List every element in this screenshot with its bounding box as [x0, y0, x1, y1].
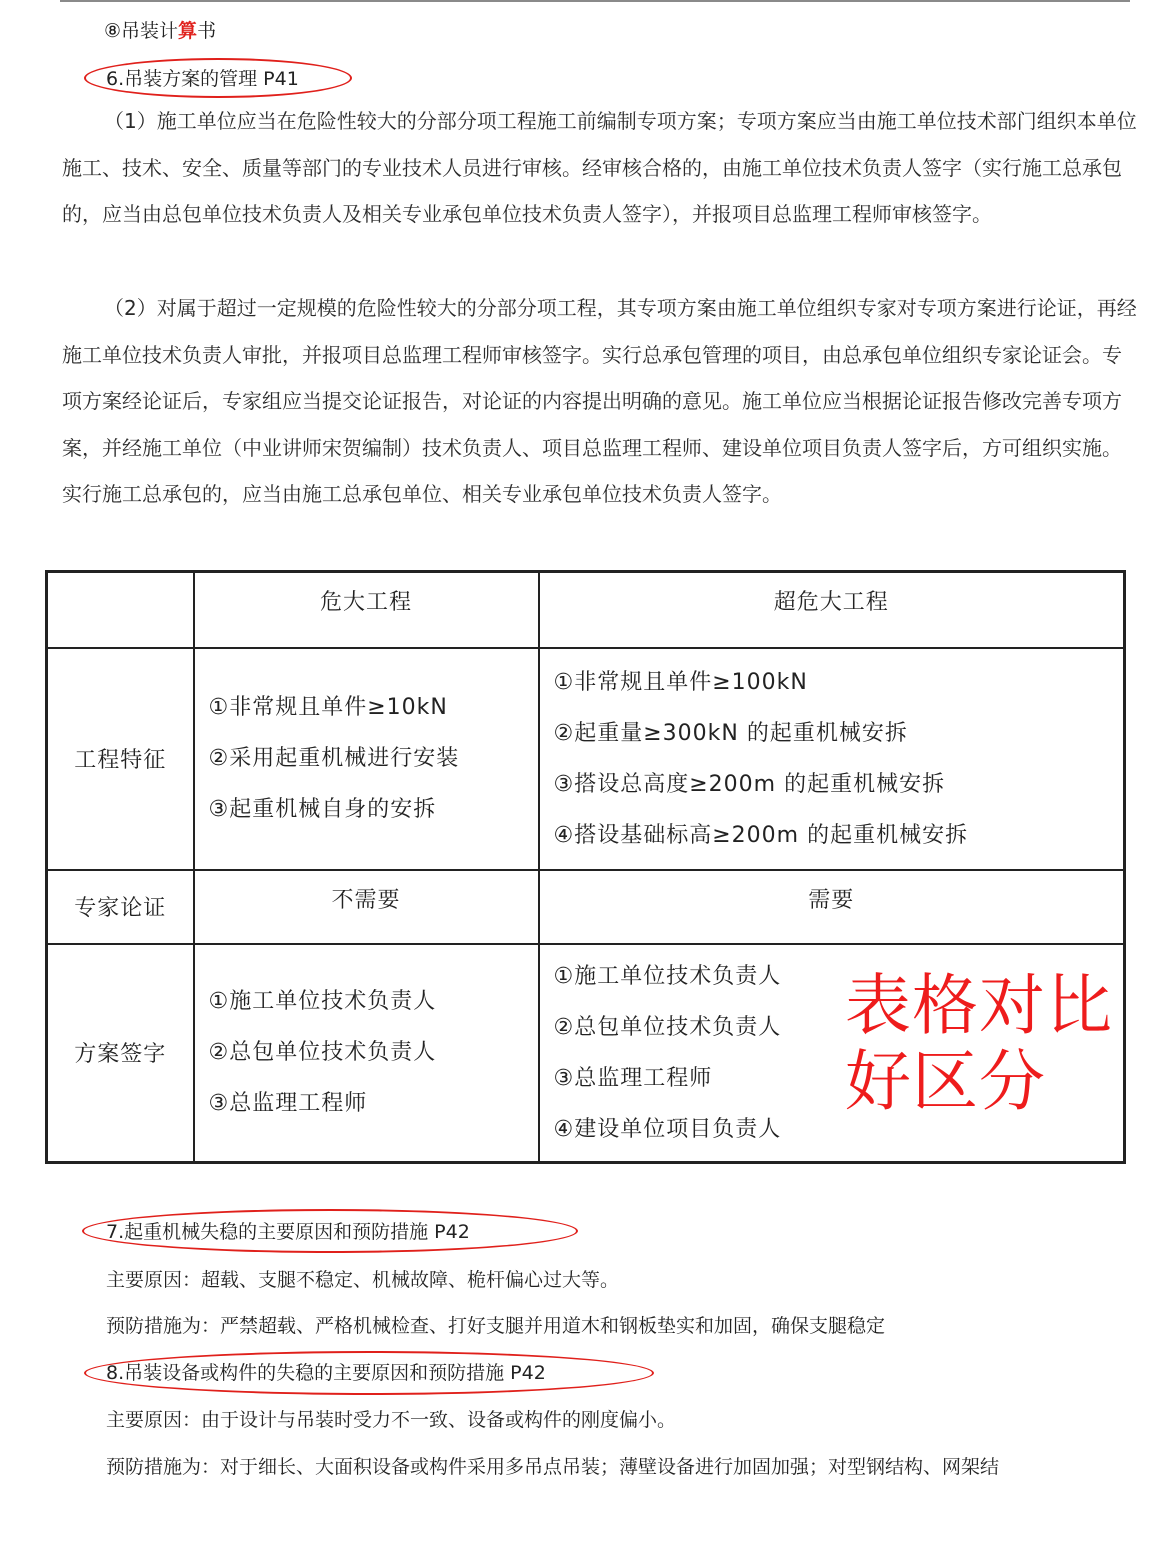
list-item: ③搭设总高度≥200m 的起重机械安拆 [553, 771, 946, 797]
signatures-dangerous-cell [194, 944, 539, 1163]
list-item: ③总监理工程师 [208, 1091, 368, 1117]
section-6-heading: 6.吊装方案的管理 P41 [106, 68, 299, 90]
list-item: ④搭设基础标高≥200m 的起重机械安拆 [553, 822, 969, 848]
col-header-super-dangerous: 超危大工程 [539, 572, 1125, 648]
features-dangerous-cell [194, 648, 539, 870]
table-header-row [47, 572, 1125, 648]
table-row-features [47, 648, 1125, 870]
list-item: ①非常规且单件≥10kN [208, 695, 448, 720]
top-divider [60, 0, 1130, 2]
expert-review-super-dangerous: 需要 [539, 870, 1125, 944]
annotation-line-2: 好区分 [845, 1043, 1046, 1120]
section-6-paragraph-1: （1）施工单位应当在危险性较大的分部分项工程施工前编制专项方案；专项方案应当由施工单位技术部门组织本单位施工、技术、安全、质量等部门的专业技术人员进行审核。经审核合格的，由施工单位技术负责人签字（实行施工总承包的，应当由总包单位技术负责人及相关专业承包单位技术负责人签字），并报项目总监理工程师审核签字。 [62, 109, 1137, 226]
list-item: ④建设单位项目负责人 [553, 1116, 782, 1142]
row-label-signatures: 方案签字 [47, 944, 194, 1163]
section-7-prevention: 预防措施为：严禁超载、严格机械检查、打好支腿并用道木和钢板垫实和加固，确保支腿稳定 [106, 1315, 886, 1337]
row-label-expert-review: 专家论证 [47, 870, 194, 944]
list-item: ②总包单位技术负责人 [553, 1014, 782, 1040]
section-8-prevention: 预防措施为：对于细长、大面积设备或构件采用多吊点吊装；薄壁设备进行加固加强；对型钢结构、网架结 [106, 1456, 1000, 1478]
section-8-heading: 8.吊装设备或构件的失稳的主要原因和预防措施 P42 [106, 1362, 546, 1384]
item-8-line [104, 16, 216, 43]
section-7-cause: 主要原因：超载、支腿不稳定、机械故障、桅杆偏心过大等。 [106, 1269, 620, 1291]
features-super-dangerous-cell [539, 648, 1125, 870]
list-item: ①非常规且单件≥100kN [553, 669, 808, 695]
list-item: ②采用起重机械进行安装 [208, 746, 460, 771]
item-8-prefix: ⑧吊装计 [104, 20, 179, 42]
list-item: ②起重量≥300kN 的起重机械安拆 [553, 720, 908, 746]
table-row-expert-review [47, 870, 1125, 944]
item-8-highlight: 算 [178, 20, 198, 42]
list-item: ②总包单位技术负责人 [208, 1040, 437, 1066]
table-corner-cell [47, 572, 194, 648]
section-6-paragraph-2: （2）对属于超过一定规模的危险性较大的分部分项工程，其专项方案由施工单位组织专家对专项方案进行论证，再经施工单位技术负责人审批，并报项目总监理工程师审核签字。实行总承包管理的项目，由总承包单位组织专家论证会。专项方案经论证后，专家组应当提交论证报告，对论证的内容提出明确的意见。施工单位应当根据论证报告修改完善专项方案，并经施工单位（中业讲师宋贺编制）技术负责人、项目总监理工程师、建设单位项目负责人签字后，方可组织实施。实行施工总承包的，应当由施工总承包单位、相关专业承包单位技术负责人签字。 [62, 296, 1137, 506]
handwritten-annotation [845, 968, 1113, 1120]
section-8-cause: 主要原因：由于设计与吊装时受力不一致、设备或构件的刚度偏小。 [106, 1409, 677, 1431]
expert-review-dangerous: 不需要 [194, 870, 539, 944]
section-7-heading: 7.起重机械失稳的主要原因和预防措施 P42 [106, 1221, 470, 1243]
list-item: ③起重机械自身的安拆 [208, 797, 437, 822]
list-item: ①施工单位技术负责人 [208, 989, 437, 1015]
col-header-dangerous: 危大工程 [194, 572, 539, 648]
row-label-features: 工程特征 [47, 648, 194, 870]
list-item: ①施工单位技术负责人 [553, 963, 782, 989]
list-item: ③总监理工程师 [553, 1065, 713, 1091]
item-8-suffix: 书 [197, 20, 217, 42]
annotation-line-1: 表格对比 [845, 967, 1113, 1044]
